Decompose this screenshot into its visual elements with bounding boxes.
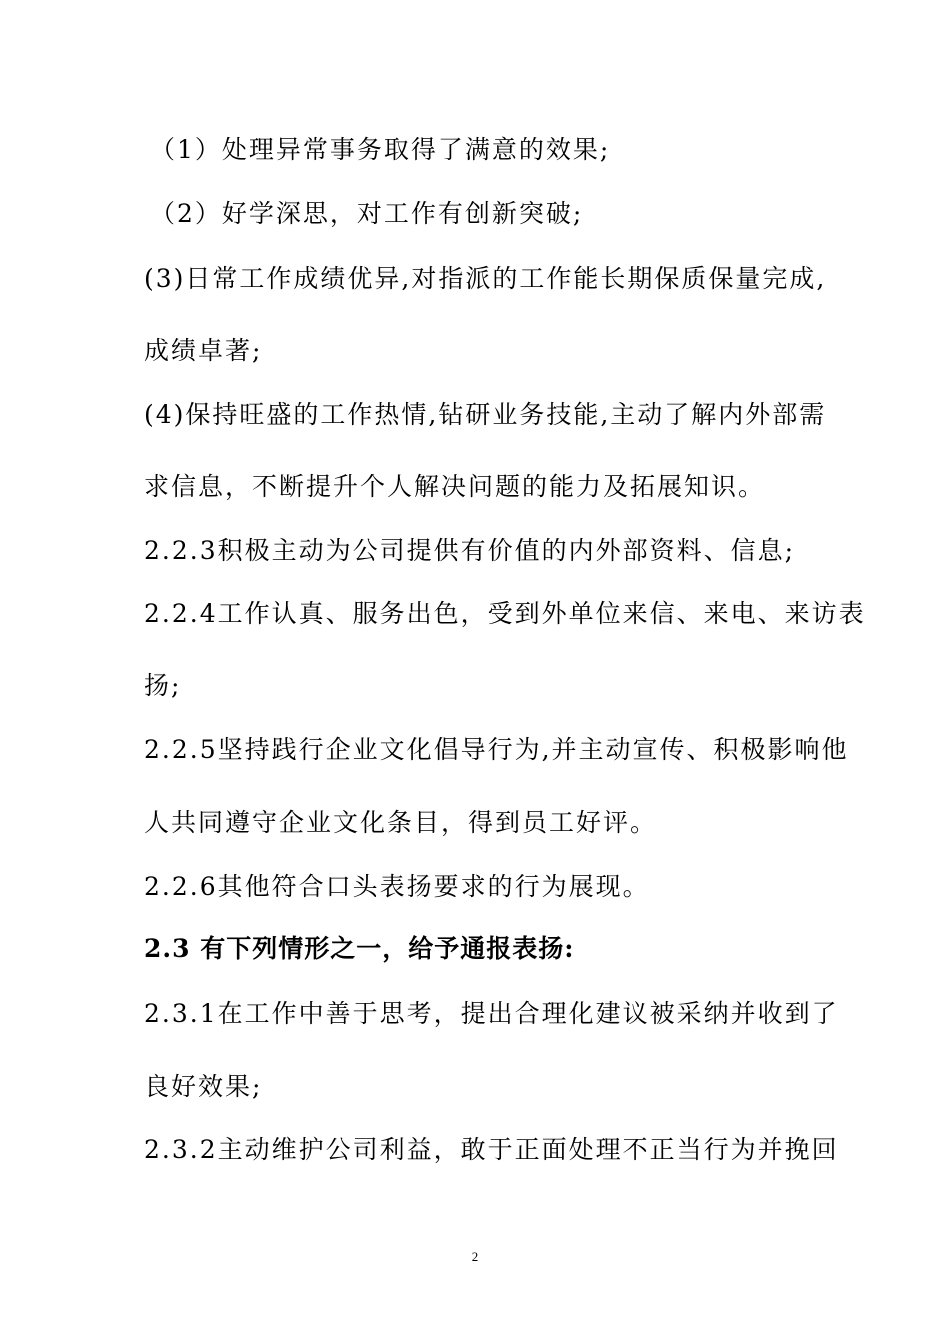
clause-2-2-5-continuation: 人共同遵守企业文化条目，得到员工好评。 bbox=[144, 808, 658, 837]
clause-2-2-5: 2.2.5坚持践行企业文化倡导行为,并主动宣传、积极影响他 bbox=[144, 735, 849, 764]
clause-2-3-2: 2.3.2主动维护公司利益，敢于正面处理不正当行为并挽回 bbox=[144, 1135, 839, 1164]
clause-2-3-1: 2.3.1在工作中善于思考，提出合理化建议被采纳并收到了 bbox=[144, 999, 839, 1028]
section-heading-2-3: 2.3 有下列情形之一，给予通报表扬: bbox=[144, 934, 575, 963]
page-number: 2 bbox=[471, 1249, 479, 1264]
list-item-3-text: (3)日常工作成绩优异,对指派的工作能长期保质保量完成, bbox=[144, 264, 827, 293]
list-item-4-text: (4)保持旺盛的工作热情,钻研业务技能,主动了解内外部需 bbox=[144, 400, 827, 429]
list-item-1-text: （1）处理异常事务取得了满意的效果; bbox=[150, 135, 611, 164]
clause-2-2-6: 2.2.6其他符合口头表扬要求的行为展现。 bbox=[144, 872, 650, 901]
clause-2-3-1-continuation: 良好效果; bbox=[144, 1072, 263, 1101]
clause-2-2-4: 2.2.4工作认真、服务出色，受到外单位来信、来电、来访表 bbox=[144, 599, 866, 628]
list-item-3-continuation: 成绩卓著; bbox=[144, 336, 263, 365]
list-item-2-text: （2）好学深思，对工作有创新突破; bbox=[150, 199, 584, 228]
clause-2-2-3: 2.2.3积极主动为公司提供有价值的内外部资料、信息; bbox=[144, 536, 796, 565]
list-item-4-continuation: 求信息，不断提升个人解决问题的能力及拓展知识。 bbox=[144, 472, 766, 501]
clause-2-2-4-continuation: 扬; bbox=[144, 671, 182, 700]
